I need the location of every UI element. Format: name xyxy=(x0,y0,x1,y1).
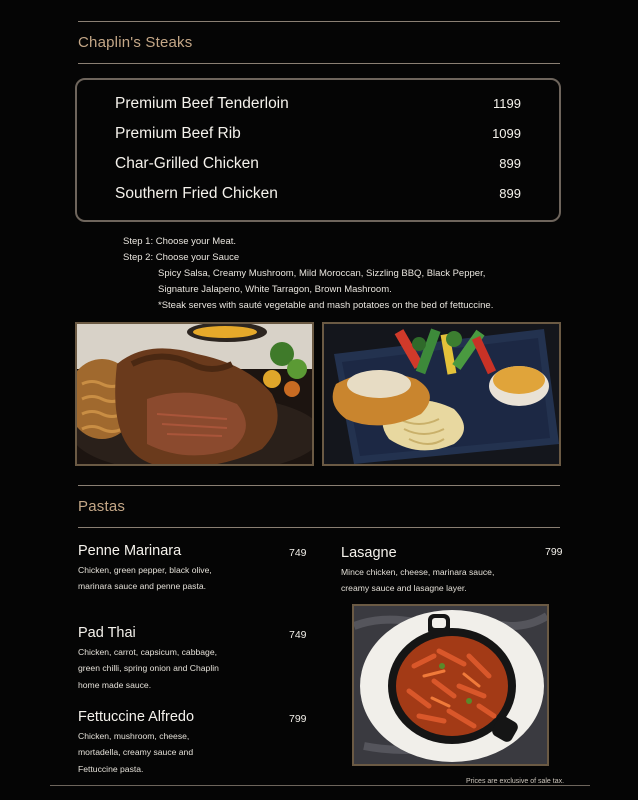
steak-price: 1099 xyxy=(492,126,521,141)
dish-price: 749 xyxy=(289,547,307,559)
dish-price: 799 xyxy=(289,713,307,725)
dish-name: Lasagne xyxy=(341,545,397,561)
description-line: home made sauce. xyxy=(78,679,152,690)
pasta-photo-skillet xyxy=(352,604,549,766)
dish-price: 749 xyxy=(289,629,307,641)
steak-price: 1199 xyxy=(493,96,521,111)
description-line: Fettuccine pasta. xyxy=(78,763,144,774)
dish-name: Pad Thai xyxy=(78,625,136,641)
dish-name: Fettuccine Alfredo xyxy=(78,709,195,725)
steak-price: 899 xyxy=(499,186,521,201)
footer-rule xyxy=(50,785,590,786)
steaks-section-title: Chaplin's Steaks xyxy=(78,34,193,51)
dish-description xyxy=(78,562,212,595)
steak-item xyxy=(115,95,521,119)
dish-lasagne xyxy=(341,545,494,597)
pastas-top-rule xyxy=(78,485,560,486)
steak-name: Southern Fried Chicken xyxy=(115,185,278,202)
steak-serving-note: *Steak serves with sauté vegetable and mash potatoes on the bed of fettuccine. xyxy=(158,300,494,311)
description-line: mortadella, creamy sauce and xyxy=(78,747,194,758)
dish-fettuccine-alfredo xyxy=(78,709,194,777)
steak-photo-sizzler xyxy=(75,322,314,466)
dish-pad-thai xyxy=(78,625,219,693)
steak-item xyxy=(115,155,521,179)
price-disclaimer: Prices are exclusive of sale tax. xyxy=(462,778,568,785)
step-two: Step 2: Choose your Sauce xyxy=(123,252,240,263)
step-one: Step 1: Choose your Meat. xyxy=(123,236,237,247)
description-line: Chicken, mushroom, cheese, xyxy=(78,731,190,741)
steak-instructions xyxy=(123,234,493,314)
sauce-options-line2: Signature Jalapeno, White Tarragon, Brown Mashroom. xyxy=(158,284,392,295)
description-line: Chicken, carrot, capsicum, cabbage, xyxy=(78,647,217,657)
steak-item xyxy=(115,125,521,149)
top-rule xyxy=(78,21,560,22)
steak-name: Char-Grilled Chicken xyxy=(115,155,259,172)
steak-name: Premium Beef Tenderloin xyxy=(115,95,289,112)
steaks-title-rule xyxy=(78,63,560,64)
description-line: marinara sauce and penne pasta. xyxy=(78,581,207,592)
pastas-title-rule xyxy=(78,527,560,528)
description-line: creamy sauce and lasagne layer. xyxy=(341,583,467,594)
description-line: Mince chicken, cheese, marinara sauce, xyxy=(341,567,495,577)
pastas-section-title: Pastas xyxy=(78,498,126,515)
steak-price: 899 xyxy=(499,156,521,171)
steak-name: Premium Beef Rib xyxy=(115,125,241,142)
dish-description xyxy=(78,728,194,777)
chicken-steak-photo xyxy=(322,322,561,466)
sauce-options-line1: Spicy Salsa, Creamy Mushroom, Mild Moroccan, Sizzling BBQ, Black Pepper, xyxy=(158,268,486,279)
dish-description xyxy=(341,564,494,597)
dish-price: 799 xyxy=(545,546,563,558)
dish-penne-marinara xyxy=(78,543,212,595)
description-line: Chicken, green pepper, black olive, xyxy=(78,565,212,575)
description-line: green chilli, spring onion and Chaplin xyxy=(78,663,219,674)
dish-name: Penne Marinara xyxy=(78,543,182,559)
steak-menu-box xyxy=(75,78,561,222)
steak-item xyxy=(115,185,521,209)
dish-description xyxy=(78,644,219,693)
